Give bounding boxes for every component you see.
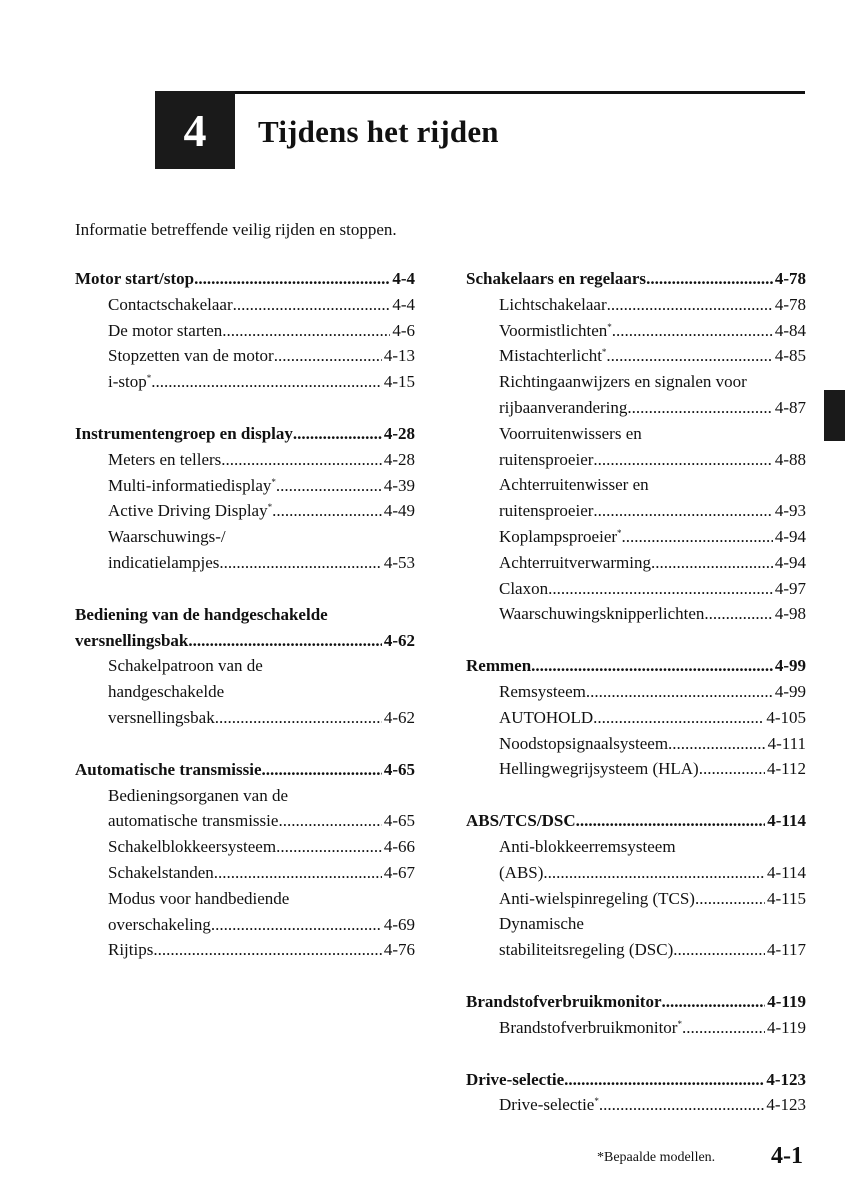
toc-page-ref: 4-105 xyxy=(766,707,806,727)
dot-leader xyxy=(662,989,766,1015)
toc-entry[interactable] xyxy=(75,937,415,963)
toc-entry-text: Voormistlichten xyxy=(499,320,608,340)
toc-page-ref: 4-88 xyxy=(774,449,806,469)
toc-entry-text: stabiliteitsregeling (DSC) xyxy=(499,940,674,960)
dot-leader xyxy=(215,705,382,731)
toc-entry-title xyxy=(108,498,272,524)
toc-heading-entry[interactable] xyxy=(466,653,806,679)
intro-text: Informatie betreffende veilig rijden en stoppen. xyxy=(75,220,397,239)
toc-section xyxy=(466,1067,806,1119)
toc-entry-text: Bediening van de handgeschakelde xyxy=(75,604,328,624)
toc-entry-text: automatische transmissie xyxy=(108,811,279,831)
asterisk-mark: * xyxy=(607,321,612,332)
toc-page-ref: 4-62 xyxy=(383,707,415,727)
toc-entry-text: Drive-selectie xyxy=(499,1095,595,1115)
chapter-number-box xyxy=(155,91,235,169)
toc-entry-text: indicatielampjes xyxy=(108,552,220,572)
toc-entry xyxy=(466,421,806,447)
dot-leader xyxy=(612,318,773,344)
footer-note: *Bepaalde modellen. xyxy=(597,1150,716,1165)
toc-entry[interactable] xyxy=(466,292,806,318)
toc-entry[interactable] xyxy=(466,524,806,550)
toc-entry-title xyxy=(499,498,593,524)
toc-entry-text: Claxon xyxy=(499,578,549,598)
toc-entry-text: (ABS) xyxy=(499,862,544,882)
toc-entry-title xyxy=(108,447,221,473)
toc-entry-title xyxy=(108,343,274,369)
toc-section xyxy=(466,989,806,1041)
dot-leader xyxy=(153,937,381,963)
toc-entry-text: Remmen xyxy=(466,656,532,676)
toc-page-ref: 4-119 xyxy=(767,991,806,1011)
toc-entry-text: De motor starten xyxy=(108,320,223,340)
toc-entry-text: Schakelblokkeersysteem xyxy=(108,837,277,857)
toc-entry-title xyxy=(75,757,262,783)
dot-leader xyxy=(564,1067,764,1093)
dot-leader xyxy=(682,1015,765,1041)
toc-page-ref: 4-62 xyxy=(383,630,415,650)
toc-entry-text: Instrumentengroep en display xyxy=(75,423,293,443)
chapter-title: Tijdens het rijden xyxy=(258,114,499,149)
toc-entry-title xyxy=(499,318,612,344)
dot-leader xyxy=(673,937,765,963)
toc-page-ref: 4-65 xyxy=(383,759,415,779)
toc-page-ref: 4-39 xyxy=(383,475,415,495)
toc-entry xyxy=(75,783,415,809)
asterisk-mark: * xyxy=(267,502,273,513)
toc-entry-title xyxy=(108,783,288,809)
toc-entry-text: Modus voor handbediende xyxy=(108,888,290,908)
toc-entry-text: Mistachterlicht xyxy=(499,346,602,366)
toc-entry-title xyxy=(466,1067,564,1093)
toc-entry-text: Brandstofverbruikmonitor xyxy=(499,1017,678,1037)
toc-entry[interactable] xyxy=(466,343,806,369)
toc-section xyxy=(466,653,806,782)
toc-page-ref: 4-53 xyxy=(383,552,415,572)
toc-entry-title xyxy=(499,860,543,886)
toc-entry xyxy=(75,679,415,705)
toc-entry-text: overschakeling xyxy=(108,914,211,934)
dot-leader xyxy=(272,498,382,524)
toc-entry-title xyxy=(108,473,276,499)
toc-entry-title xyxy=(466,989,662,1015)
toc-entry-title xyxy=(108,912,211,938)
toc-entry[interactable] xyxy=(466,498,806,524)
dot-leader xyxy=(668,731,766,757)
toc-entry-title xyxy=(466,808,576,834)
toc-entry-title xyxy=(75,602,328,628)
dot-leader xyxy=(593,498,772,524)
toc-right-column xyxy=(466,266,806,1144)
toc-entry-title xyxy=(75,266,194,292)
toc-entry-title xyxy=(499,756,699,782)
toc-entry-title xyxy=(108,705,215,731)
toc-entry-title xyxy=(499,576,548,602)
dot-leader xyxy=(151,369,382,395)
dot-leader xyxy=(222,318,390,344)
toc-entry-title xyxy=(499,369,747,395)
dot-leader xyxy=(576,808,766,834)
toc-entry[interactable] xyxy=(75,498,415,524)
toc-entry[interactable] xyxy=(466,1015,806,1041)
dot-leader xyxy=(274,343,382,369)
toc-entry-title xyxy=(108,886,289,912)
toc-page-ref: 4-78 xyxy=(774,294,806,314)
toc-entry[interactable] xyxy=(75,473,415,499)
dot-leader xyxy=(627,395,772,421)
toc-entry-text: Stopzetten van de motor xyxy=(108,346,274,366)
toc-section xyxy=(75,266,415,395)
toc-page-ref: 4-99 xyxy=(774,681,806,701)
toc-entry[interactable] xyxy=(75,705,415,731)
toc-entry-title xyxy=(108,318,222,344)
toc-page-ref: 4-66 xyxy=(383,837,415,857)
asterisk-mark: * xyxy=(146,373,152,384)
chapter-side-tab xyxy=(824,390,845,441)
toc-page-ref: 4-4 xyxy=(392,294,415,314)
toc-entry[interactable] xyxy=(466,679,806,705)
toc-entry-title xyxy=(499,1092,599,1118)
toc-entry-title xyxy=(499,550,651,576)
toc-entry-title xyxy=(499,524,622,550)
toc-entry-text: Schakelstanden xyxy=(108,862,214,882)
toc-entry xyxy=(466,911,806,937)
toc-entry[interactable] xyxy=(466,937,806,963)
toc-page-ref: 4-67 xyxy=(383,862,415,882)
toc-entry-title xyxy=(499,447,593,473)
toc-entry-text: Achterruitverwarming xyxy=(499,552,651,572)
toc-entry-text: ruitensproeier xyxy=(499,449,594,469)
toc-page-ref: 4-115 xyxy=(766,888,806,908)
toc-page-ref: 4-84 xyxy=(774,320,806,340)
asterisk-mark: * xyxy=(617,527,622,538)
toc-entry[interactable] xyxy=(75,343,415,369)
toc-page-ref: 4-123 xyxy=(766,1069,806,1089)
dot-leader xyxy=(699,756,765,782)
toc-entry[interactable] xyxy=(466,705,806,731)
toc-entry-title xyxy=(466,653,531,679)
toc-page-ref: 4-114 xyxy=(766,862,806,882)
toc-left-column xyxy=(75,266,415,989)
toc-page-ref: 4-98 xyxy=(774,604,806,624)
toc-entry-text: Dynamische xyxy=(499,914,584,934)
toc-entry-text: Achterruitenwisser en xyxy=(499,475,649,495)
toc-page-ref: 4-28 xyxy=(383,449,415,469)
toc-page-ref: 4-13 xyxy=(383,346,415,366)
toc-entry[interactable] xyxy=(466,318,806,344)
toc-entry-title xyxy=(499,705,593,731)
toc-entry[interactable] xyxy=(75,860,415,886)
toc-entry[interactable] xyxy=(466,576,806,602)
toc-entry[interactable] xyxy=(466,756,806,782)
dot-leader xyxy=(211,912,382,938)
toc-page-ref: 4-4 xyxy=(392,269,415,288)
toc-entry-text: Noodstopsignaalsysteem xyxy=(499,733,669,753)
toc-entry-text: Brandstofverbruikmonitor xyxy=(466,991,662,1011)
toc-entry-title xyxy=(466,266,646,292)
toc-entry-text: Schakelpatroon van de xyxy=(108,656,263,676)
toc-entry[interactable] xyxy=(466,447,806,473)
toc-page-ref: 4-94 xyxy=(774,552,806,572)
toc-section xyxy=(75,757,415,963)
toc-entry-title xyxy=(108,369,151,395)
asterisk-mark: * xyxy=(271,476,276,487)
dot-leader xyxy=(293,421,382,447)
toc-entry-text: Multi-informatiedisplay xyxy=(108,475,272,495)
dot-leader xyxy=(704,601,772,627)
toc-entry-title xyxy=(75,628,188,654)
toc-entry[interactable] xyxy=(75,834,415,860)
toc-page-ref: 4-117 xyxy=(766,940,806,960)
toc-entry[interactable] xyxy=(75,808,415,834)
toc-entry-text: Active Driving Display xyxy=(108,501,268,521)
toc-entry-title xyxy=(75,421,293,447)
toc-page-ref: 4-93 xyxy=(774,501,806,521)
toc-entry-title xyxy=(108,679,224,705)
toc-entry xyxy=(75,886,415,912)
dot-leader xyxy=(219,550,381,576)
toc-entry-text: Rijtips xyxy=(108,940,154,960)
chapter-number: 4 xyxy=(183,104,207,156)
toc-entry-title xyxy=(499,472,649,498)
dot-leader xyxy=(194,266,390,292)
dot-leader xyxy=(262,757,382,783)
toc-entry-title xyxy=(108,860,214,886)
toc-entry-text: Motor start/stop xyxy=(75,269,195,288)
toc-entry-title xyxy=(499,1015,682,1041)
toc-entry-title xyxy=(499,292,607,318)
toc-entry-title xyxy=(108,808,278,834)
toc-page-ref: 4-119 xyxy=(766,1017,806,1037)
dot-leader xyxy=(278,808,381,834)
asterisk-mark: * xyxy=(677,1018,682,1029)
toc-section xyxy=(466,266,806,627)
toc-entry[interactable] xyxy=(466,731,806,757)
dot-leader xyxy=(622,524,773,550)
page-number: 4-1 xyxy=(771,1143,803,1169)
toc-entry[interactable] xyxy=(75,550,415,576)
toc-entry[interactable] xyxy=(75,318,415,344)
toc-entry-text: ABS/TCS/DSC xyxy=(466,811,576,831)
toc-section xyxy=(466,808,806,963)
toc-entry-text: versnellingsbak xyxy=(75,630,189,650)
toc-entry-title xyxy=(499,421,642,447)
toc-page-ref: 4-15 xyxy=(383,372,415,392)
toc-heading-entry[interactable] xyxy=(75,421,415,447)
toc-heading-entry[interactable] xyxy=(75,628,415,654)
toc-entry-title xyxy=(108,653,263,679)
toc-entry-title xyxy=(499,395,627,421)
asterisk-mark: * xyxy=(601,347,607,358)
dot-leader xyxy=(276,473,382,499)
toc-entry[interactable] xyxy=(75,369,415,395)
toc-entry[interactable] xyxy=(75,447,415,473)
toc-page-ref: 4-6 xyxy=(392,320,415,340)
toc-entry-title xyxy=(499,601,704,627)
toc-page-ref: 4-123 xyxy=(766,1095,806,1115)
dot-leader xyxy=(695,886,765,912)
toc-entry-text: handgeschakelde xyxy=(108,682,225,702)
dot-leader xyxy=(221,447,382,473)
dot-leader xyxy=(548,576,773,602)
toc-entry-text: Voorruitenwissers en xyxy=(499,423,642,443)
toc-entry-text: Remsysteem xyxy=(499,681,586,701)
toc-entry-title xyxy=(499,911,584,937)
toc-page-ref: 4-94 xyxy=(774,526,806,546)
dot-leader xyxy=(646,266,773,292)
toc-entry-text: Hellingwegrijsysteem (HLA) xyxy=(499,759,699,779)
dot-leader xyxy=(531,653,773,679)
toc-entry[interactable] xyxy=(75,912,415,938)
toc-entry-title xyxy=(108,524,226,550)
toc-entry-text: ruitensproeier xyxy=(499,501,594,521)
toc-heading-entry[interactable] xyxy=(466,808,806,834)
toc-section xyxy=(75,602,415,731)
toc-entry-text: rijbaanverandering xyxy=(499,397,628,417)
dot-leader xyxy=(276,834,382,860)
toc-entry-text: Waarschuwings-/ xyxy=(108,527,226,547)
toc-entry-text: Waarschuwingsknipperlichten xyxy=(499,604,705,624)
toc-heading-entry[interactable] xyxy=(75,266,415,292)
dot-leader xyxy=(607,292,773,318)
toc-page-ref: 4-65 xyxy=(383,811,415,831)
dot-leader xyxy=(188,628,381,654)
toc-entry xyxy=(75,524,415,550)
dot-leader xyxy=(599,1092,764,1118)
toc-entry-title xyxy=(108,292,233,318)
toc-page-ref: 4-69 xyxy=(383,914,415,934)
dot-leader xyxy=(214,860,382,886)
toc-page-ref: 4-112 xyxy=(766,759,806,779)
toc-entry[interactable] xyxy=(466,860,806,886)
toc-entry-text: Contactschakelaar xyxy=(108,294,233,314)
dot-leader xyxy=(651,550,773,576)
toc-page-ref: 4-111 xyxy=(767,733,806,753)
toc-entry xyxy=(466,472,806,498)
toc-entry-text: Koplampsproeier xyxy=(499,526,618,546)
toc-entry-text: Bedieningsorganen van de xyxy=(108,785,289,805)
toc-entry-title xyxy=(499,731,668,757)
toc-heading-entry[interactable] xyxy=(466,1067,806,1093)
toc-page-ref: 4-85 xyxy=(774,346,806,366)
toc-page-ref: 4-97 xyxy=(774,578,806,598)
toc-entry-title xyxy=(108,550,219,576)
toc-page-ref: 4-28 xyxy=(383,423,415,443)
toc-page-ref: 4-49 xyxy=(383,501,415,521)
toc-entry[interactable] xyxy=(466,886,806,912)
toc-heading-entry xyxy=(75,602,415,628)
dot-leader xyxy=(233,292,391,318)
toc-entry-text: Lichtschakelaar xyxy=(499,294,607,314)
toc-entry xyxy=(466,369,806,395)
toc-entry-text: Anti-blokkeerremsysteem xyxy=(499,836,676,856)
toc-entry-title xyxy=(499,834,676,860)
toc-heading-entry[interactable] xyxy=(466,266,806,292)
dot-leader xyxy=(586,679,773,705)
toc-page-ref: 4-99 xyxy=(774,656,806,676)
toc-entry[interactable] xyxy=(466,601,806,627)
toc-entry[interactable] xyxy=(466,395,806,421)
asterisk-mark: * xyxy=(594,1096,599,1107)
toc-entry-title xyxy=(499,886,695,912)
toc-entry[interactable] xyxy=(466,1092,806,1118)
toc-entry-title xyxy=(499,937,673,963)
dot-leader xyxy=(606,343,772,369)
dot-leader xyxy=(543,860,765,886)
toc-entry[interactable] xyxy=(75,292,415,318)
toc-entry-text: Meters en tellers xyxy=(108,449,222,469)
toc-entry-title xyxy=(499,679,586,705)
toc-entry-text: i-stop xyxy=(108,372,147,392)
toc-page-ref: 4-87 xyxy=(774,397,806,417)
toc-entry-title xyxy=(108,834,276,860)
toc-section xyxy=(75,421,415,576)
toc-heading-entry[interactable] xyxy=(466,989,806,1015)
toc-page-ref: 4-76 xyxy=(383,940,415,960)
dot-leader xyxy=(593,447,772,473)
toc-entry-title xyxy=(108,937,153,963)
toc-entry-title xyxy=(499,343,606,369)
toc-entry-text: Automatische transmissie xyxy=(75,759,262,779)
toc-entry xyxy=(466,834,806,860)
toc-entry xyxy=(75,653,415,679)
toc-entry-text: versnellingsbak xyxy=(108,707,215,727)
toc-page-ref: 4-78 xyxy=(774,269,806,288)
toc-page-ref: 4-114 xyxy=(767,811,806,831)
toc-entry-text: Drive-selectie xyxy=(466,1069,565,1089)
header-rule xyxy=(233,91,805,94)
toc-entry-text: Anti-wielspinregeling (TCS) xyxy=(499,888,695,908)
toc-heading-entry[interactable] xyxy=(75,757,415,783)
toc-entry-text: AUTOHOLD xyxy=(499,707,594,727)
toc-entry-text: Schakelaars en regelaars xyxy=(466,269,647,288)
toc-entry-text: Richtingaanwijzers en signalen voor xyxy=(499,372,747,392)
toc-entry[interactable] xyxy=(466,550,806,576)
dot-leader xyxy=(593,705,764,731)
